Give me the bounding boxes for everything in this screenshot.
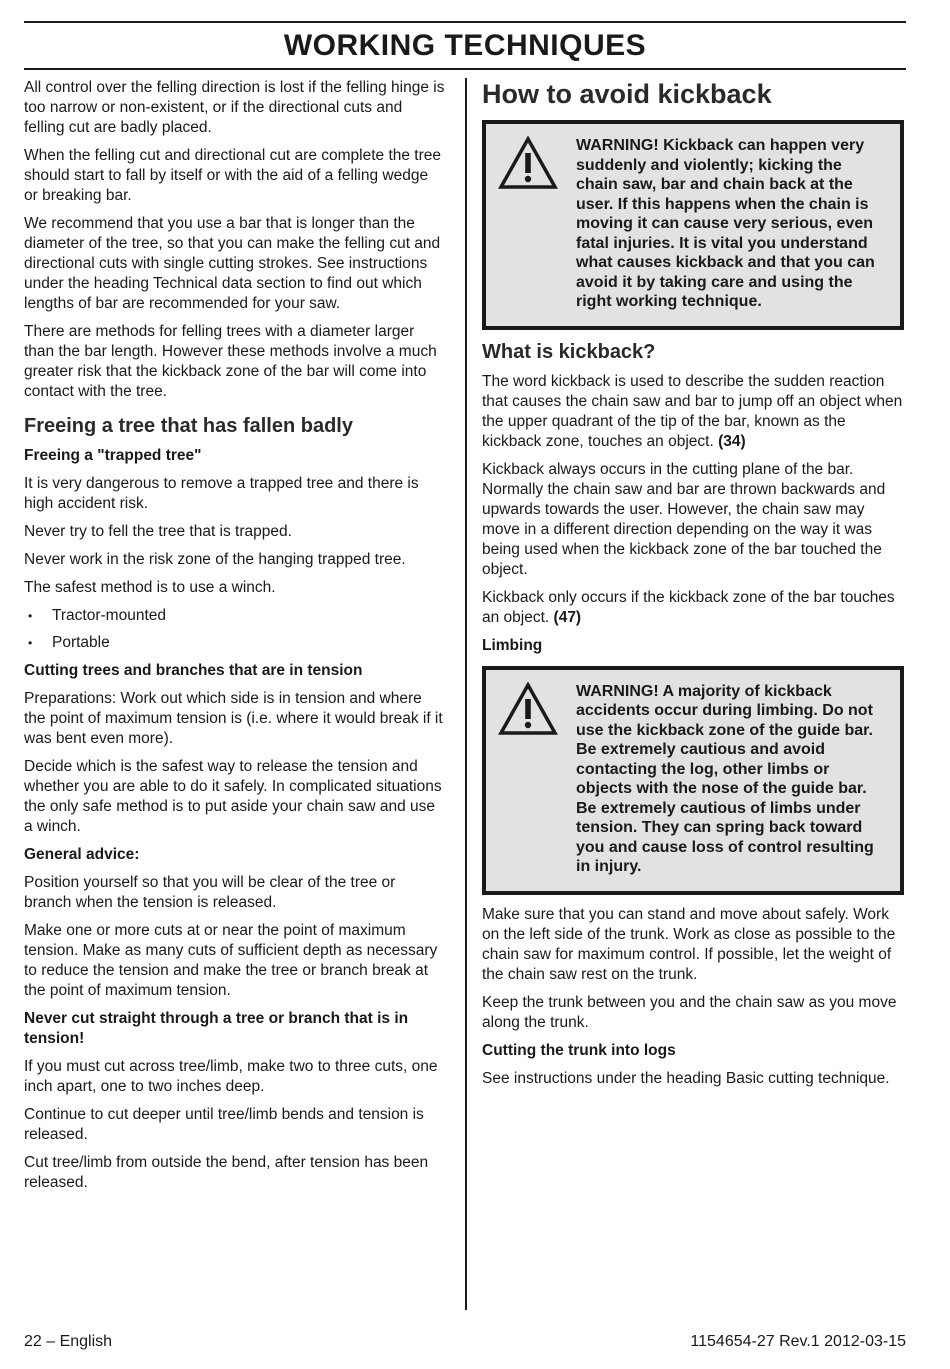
paragraph: Never work in the risk zone of the hanging trapped tree.: [24, 551, 406, 568]
warning-box-kickback: [482, 120, 904, 330]
paragraph: Kickback always occurs in the cutting plane of the bar. Normally the chain saw and bar are thrown backwards and upwards towards the user. However, the chain saw may move in a different direction depending on the way it was being used when the kickback zone of the bar touched the object.: [482, 460, 886, 578]
footer-document-id: 1154654-27 Rev.1 2012-03-15: [690, 1333, 906, 1350]
figure-reference: (34): [718, 432, 746, 450]
footer-page-number: 22 – English: [24, 1333, 113, 1350]
paragraph: We recommend that you use a bar that is longer than the diameter of the tree, so that you can make the felling cut and directional cuts with single cutting strokes. See instructions under the heading Technical data section to find out which lengths of bar are recommended for your saw.: [24, 215, 441, 312]
paragraph: There are methods for felling trees with a diameter larger than the bar length. However these methods involve a much greater risk that the kickback zone of the bar will come into contact with the tree.: [24, 323, 437, 400]
paragraph: It is very dangerous to remove a trapped tree and there is high accident risk.: [24, 475, 419, 512]
paragraph: Continue to cut deeper until tree/limb bends and tension is released.: [24, 1106, 424, 1143]
paragraph: The safest method is to use a winch.: [24, 579, 276, 596]
column-divider: [465, 78, 467, 1310]
paragraph: Keep the trunk between you and the chain saw as you move along the trunk.: [482, 993, 897, 1031]
subheading-tension: Cutting trees and branches that are in tension: [24, 662, 363, 679]
list-item: • Portable: [24, 633, 446, 653]
left-column: [24, 78, 446, 1201]
subheading-general-advice: General advice:: [24, 846, 140, 863]
figure-reference: (47): [553, 608, 582, 626]
paragraph-text: The word kickback is used to describe the sudden reaction that causes the chain saw and bar to jump off an object when the upper quadrant of the tip of the bar, known as the kickback zone, touches an object.: [482, 372, 903, 450]
paragraph: Make one or more cuts at or near the point of maximum tension. Make as many cuts of sufficient depth as necessary to reduce the tension and make the tree or branch break at the point of maximum tension.: [24, 922, 438, 999]
right-column: [482, 78, 904, 1097]
subheading-limbing: Limbing: [482, 636, 543, 654]
subheading-cutting-logs: Cutting the trunk into logs: [482, 1041, 676, 1059]
section-heading-avoid-kickback: How to avoid kickback: [482, 79, 772, 109]
paragraph: Preparations: Work out which side is in tension and where the point of maximum tension is (i.e. where it would break if it was bent even more).: [24, 690, 443, 747]
paragraph: When the felling cut and directional cut are complete the tree should start to fall by itself or with the aid of a felling wedge or breaking bar.: [24, 147, 442, 204]
section-heading-what-is-kickback: What is kickback?: [482, 340, 656, 363]
section-heading-freeing-tree: Freeing a tree that has fallen badly: [24, 415, 353, 437]
warning-triangle-icon: [498, 682, 558, 736]
header-rule-bottom: [24, 68, 906, 70]
paragraph: Make sure that you can stand and move about safely. Work on the left side of the trunk. Work as close as possible to the chain saw for maximum control. If possible, let the weight of the chain saw rest on the trunk.: [482, 905, 896, 983]
paragraph: All control over the felling direction is lost if the felling hinge is too narrow or non-existent, or if the directional cuts and felling cut are badly placed.: [24, 79, 445, 136]
paragraph: [482, 372, 904, 452]
subheading-never-cut: Never cut straight through a tree or branch that is in tension!: [24, 1010, 409, 1047]
warning-text: WARNING! Kickback can happen very suddenly and violently; kicking the chain saw, bar and chain back at the user. If this happens when the chain is moving it can cause very serious, even fatal injuries. It is vital you understand what causes kickback and that you can avoid it by taking care and using the right working technique.: [576, 137, 875, 310]
paragraph: Never try to fell the tree that is trapped.: [24, 523, 292, 540]
paragraph: If you must cut across tree/limb, make two to three cuts, one inch apart, one to two inches deep.: [24, 1058, 438, 1095]
paragraph-text: Kickback only occurs if the kickback zone of the bar touches an object.: [482, 588, 895, 626]
warning-text: WARNING! A majority of kickback accidents occur during limbing. Do not use the kickback zone of the guide bar. Be extremely cautious and avoid contacting the log, other limbs or objects with the nose of the guide bar. Be extremely cautious of limbs under tension. They can spring back toward you and cause loss of control resulting in injury.: [576, 682, 874, 875]
paragraph: See instructions under the heading Basic cutting technique.: [482, 1069, 890, 1087]
warning-triangle-icon: [498, 136, 558, 190]
paragraph: Cut tree/limb from outside the bend, after tension has been released.: [24, 1154, 429, 1191]
paragraph: Decide which is the safest way to release the tension and whether you are able to do it safely. In complicated situations the only safe method is to put aside your chain saw and use a winch.: [24, 758, 442, 835]
list-item: • Tractor-mounted: [24, 606, 446, 626]
header-rule-top: [24, 21, 906, 23]
winch-type-list: [24, 606, 446, 653]
warning-box-limbing: [482, 666, 904, 895]
paragraph: Position yourself so that you will be clear of the tree or branch when the tension is released.: [24, 874, 396, 911]
paragraph: [482, 588, 904, 628]
page-title: WORKING TECHNIQUES: [283, 29, 647, 62]
subheading-trapped-tree: Freeing a "trapped tree": [24, 447, 202, 464]
